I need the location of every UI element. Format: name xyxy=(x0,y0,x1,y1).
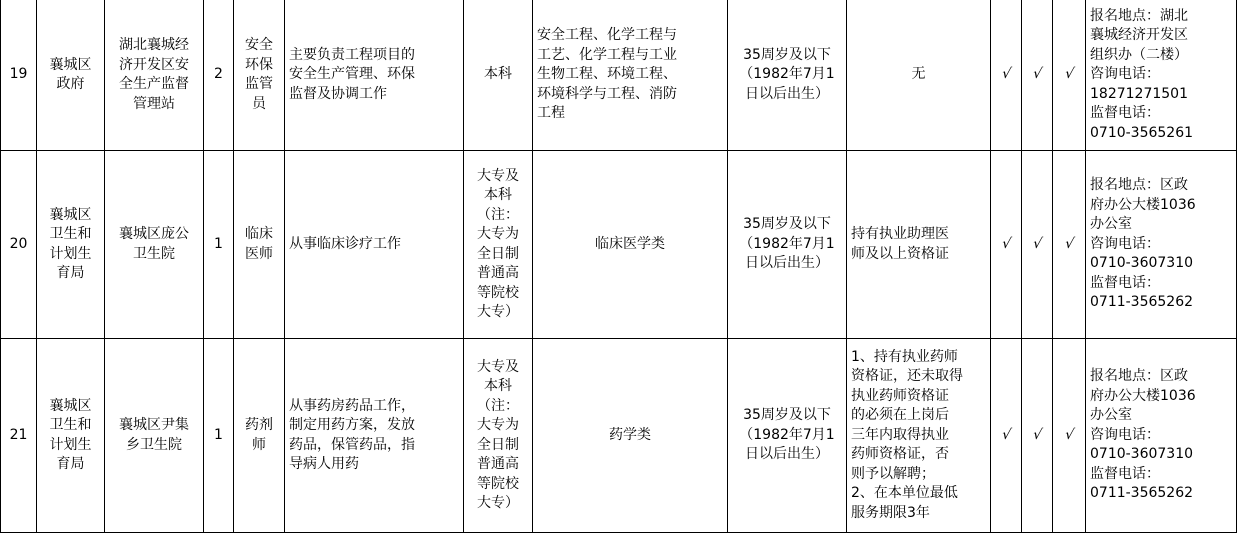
check-cell-3 xyxy=(1053,339,1086,533)
age-cell: 35周岁及以下 （1982年7月1 日以后出生） xyxy=(728,0,847,151)
department-cell: 襄城区 卫生和 计划生 育局 xyxy=(37,151,105,339)
duty-cell: 从事药房药品工作， 制定用药方案，发放 药品，保管药品，指 导病人用药 xyxy=(285,339,464,533)
check-cell-2 xyxy=(1022,151,1053,339)
check-cell-2 xyxy=(1022,339,1053,533)
major-cell: 临床医学类 xyxy=(533,151,728,339)
headcount-cell: 2 xyxy=(204,0,234,151)
contact-cell: 报名地点：区政 府办公大楼1036 办公室 咨询电话： 0710-3607310 监督电话： 0711-3565262 xyxy=(1086,339,1237,533)
unit-cell: 襄城区尹集 乡卫生院 xyxy=(105,339,204,533)
contact-cell: 报名地点：区政 府办公大楼1036 办公室 咨询电话： 0710-3607310 监督电话： 0711-3565262 xyxy=(1086,151,1237,339)
checkmark-icon: √ xyxy=(1000,235,1012,252)
contact-cell: 报名地点：湖北 襄城经济开发区 组织办（二楼） 咨询电话： 18271271501 监督电话： 0710-3565261 xyxy=(1086,0,1237,151)
checkmark-icon: √ xyxy=(1031,66,1043,83)
checkmark-icon: √ xyxy=(1031,235,1043,252)
unit-cell: 湖北襄城经 济开发区安 全生产监督 管理站 xyxy=(105,0,204,151)
major-cell: 安全工程、化学工程与 工艺、化学工程与工业 生物工程、环境工程、 环境科学与工程、消防 工程 xyxy=(533,0,728,151)
check-cell-1 xyxy=(991,151,1022,339)
education-cell: 本科 xyxy=(464,0,533,151)
table-row xyxy=(1,339,1237,533)
other-requirement-cell: 1、持有执业药师 资格证，还未取得 执业药师资格证 的必须在上岗后 三年内取得执业 药师资格证，否 则予以解聘； 2、在本单位最低 服务期限3年 xyxy=(847,339,991,533)
check-cell-1 xyxy=(991,339,1022,533)
table-row xyxy=(1,0,1237,151)
age-cell: 35周岁及以下 （1982年7月1 日以后出生） xyxy=(728,339,847,533)
check-cell-3 xyxy=(1053,0,1086,151)
department-cell: 襄城区 政府 xyxy=(37,0,105,151)
checkmark-icon: √ xyxy=(1000,426,1012,443)
duty-cell: 从事临床诊疗工作 xyxy=(285,151,464,339)
education-cell: 大专及 本科 （注： 大专为 全日制 普通高 等院校 大专） xyxy=(464,339,533,533)
check-cell-2 xyxy=(1022,0,1053,151)
row-number-cell: 20 xyxy=(1,151,37,339)
table-row xyxy=(1,151,1237,339)
checkmark-icon: √ xyxy=(1031,426,1043,443)
headcount-cell: 1 xyxy=(204,151,234,339)
unit-cell: 襄城区庞公 卫生院 xyxy=(105,151,204,339)
row-number-cell: 19 xyxy=(1,0,37,151)
check-cell-3 xyxy=(1053,151,1086,339)
age-cell: 35周岁及以下 （1982年7月1 日以后出生） xyxy=(728,151,847,339)
checkmark-icon: √ xyxy=(1063,235,1075,252)
other-requirement-cell: 持有执业助理医 师及以上资格证 xyxy=(847,151,991,339)
position-cell: 安全 环保 监管 员 xyxy=(234,0,285,151)
major-cell: 药学类 xyxy=(533,339,728,533)
position-cell: 药剂 师 xyxy=(234,339,285,533)
other-requirement-cell: 无 xyxy=(847,0,991,151)
checkmark-icon: √ xyxy=(1063,426,1075,443)
check-cell-1 xyxy=(991,0,1022,151)
headcount-cell: 1 xyxy=(204,339,234,533)
checkmark-icon: √ xyxy=(1063,66,1075,83)
education-cell: 大专及 本科 （注： 大专为 全日制 普通高 等院校 大专） xyxy=(464,151,533,339)
duty-cell: 主要负责工程项目的 安全生产管理、环保 监督及协调工作 xyxy=(285,0,464,151)
row-number-cell: 21 xyxy=(1,339,37,533)
checkmark-icon: √ xyxy=(1000,66,1012,83)
department-cell: 襄城区 卫生和 计划生 育局 xyxy=(37,339,105,533)
position-cell: 临床 医师 xyxy=(234,151,285,339)
